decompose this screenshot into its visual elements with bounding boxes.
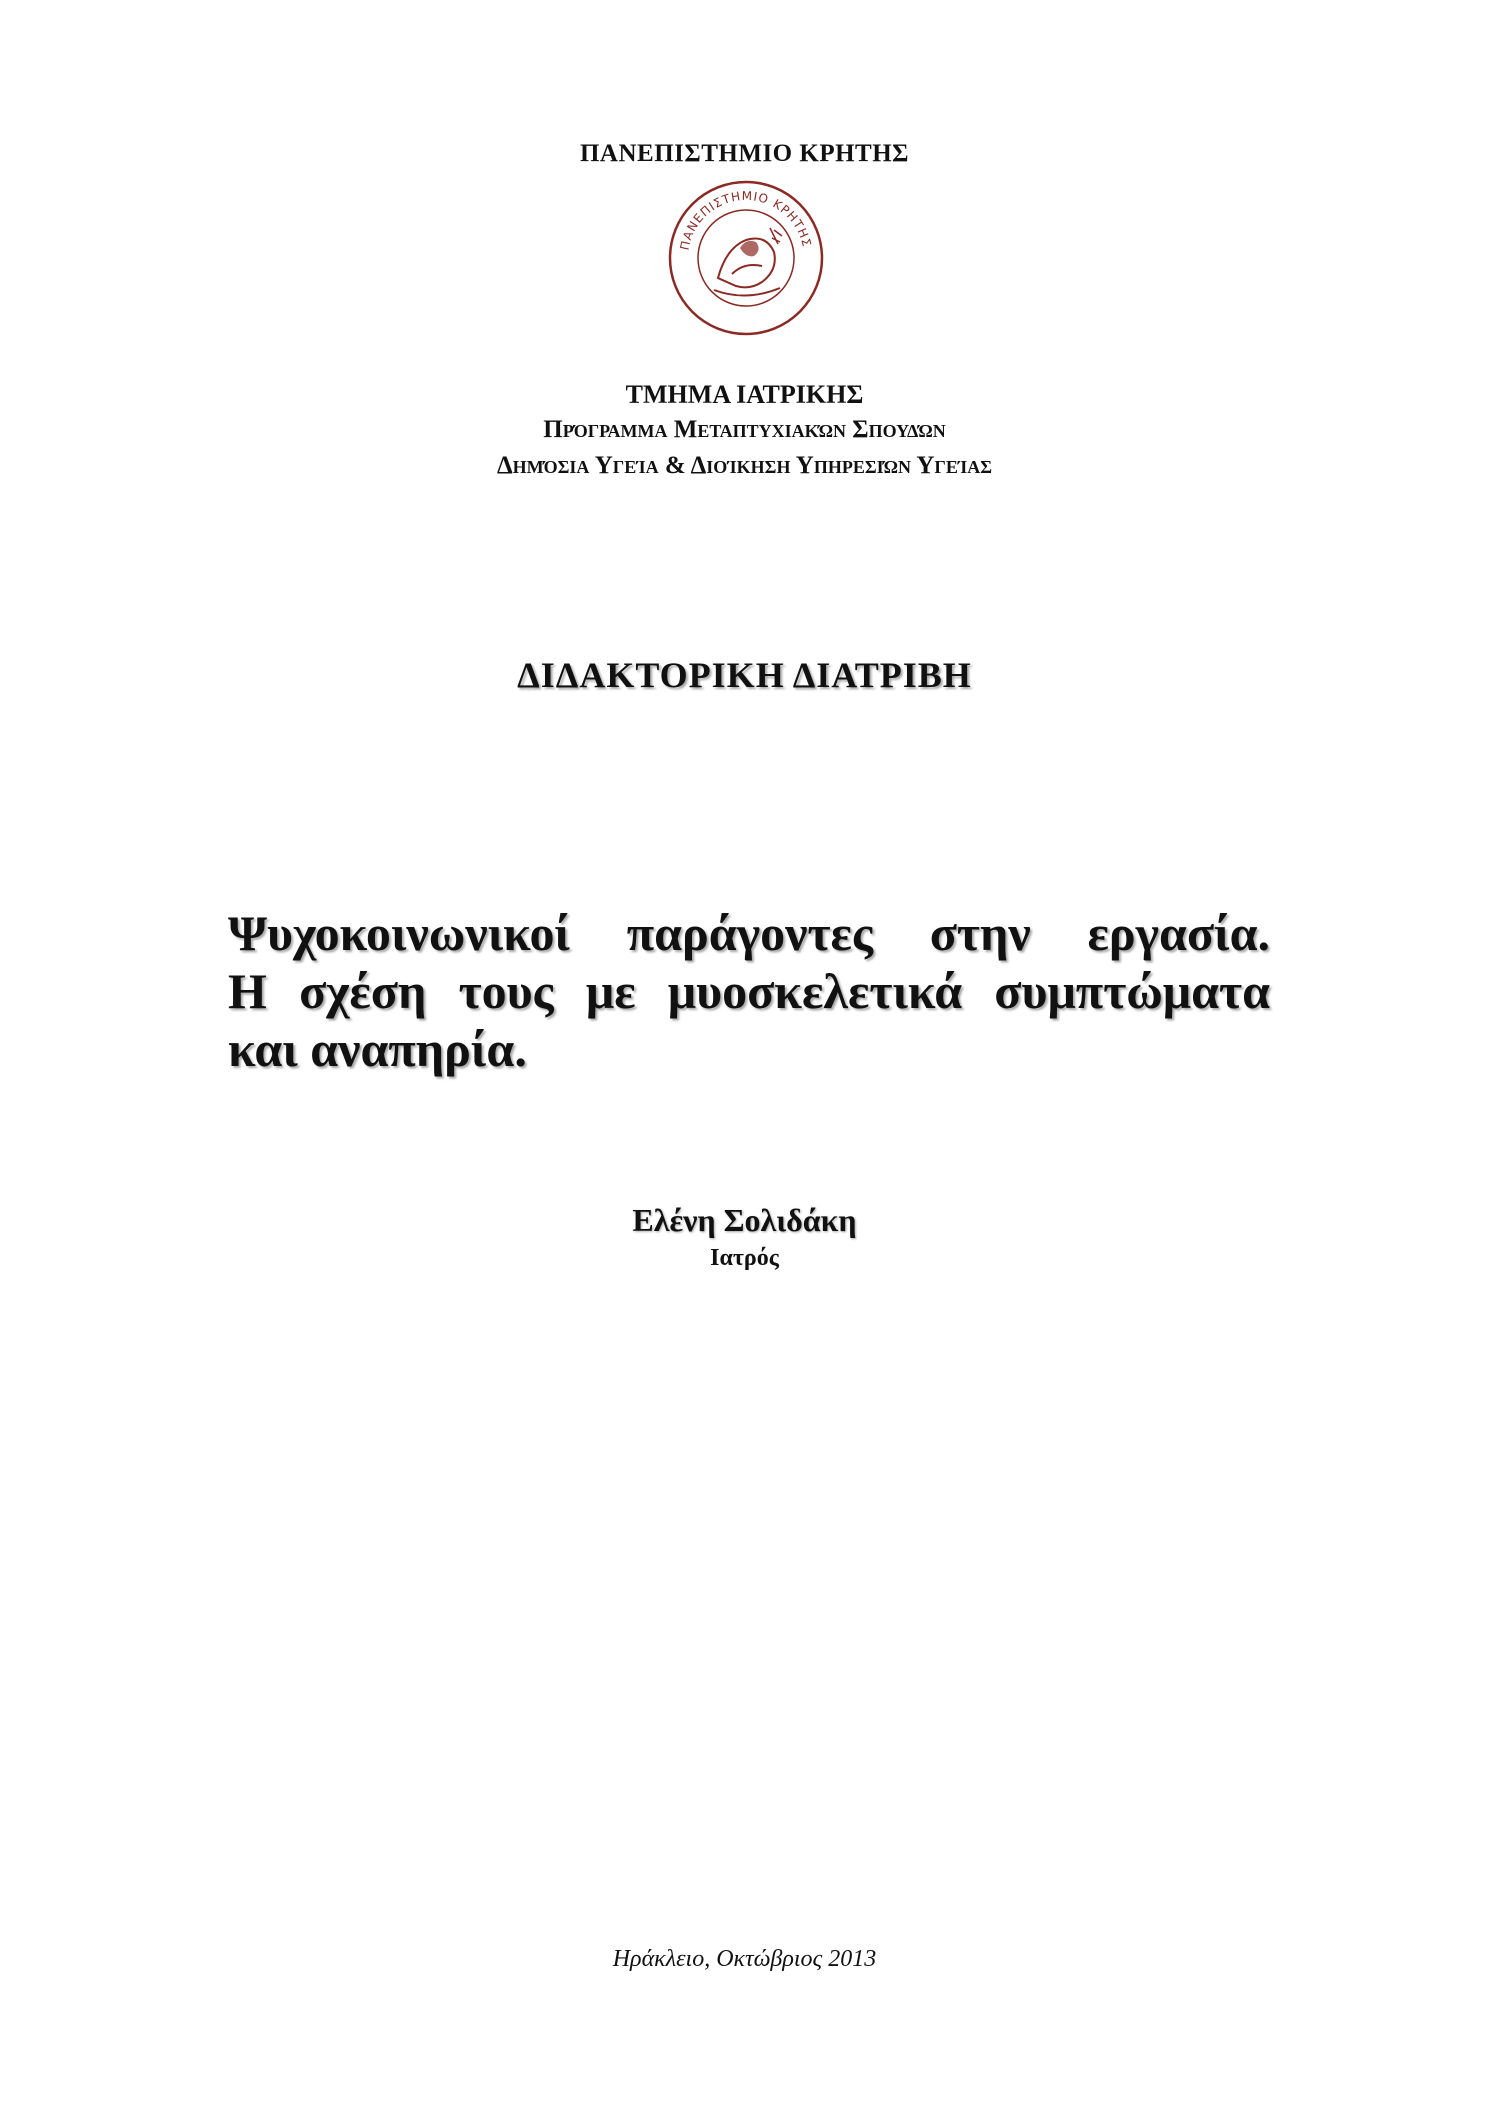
title-line: και αναπηρία. — [228, 1021, 527, 1077]
author-role: Ιατρός — [710, 1245, 779, 1271]
university-seal-logo — [666, 178, 826, 338]
title-line: Ψυχοκοινωνικοί παράγοντες στην εργασία. — [228, 905, 1270, 961]
department-name: ΤΜΗΜΑ ΙΑΤΡΙΚΗΣ — [625, 380, 864, 409]
thesis-title — [228, 904, 1270, 1078]
program-specialization: Δημόσια Υγεία & Διοίκηση Υπηρεσιών Υγείας — [496, 452, 993, 479]
svg-text:ΠΑΝΕΠΙΣΤΗΜΙΟ ΚΡΗΤΗΣ: ΠΑΝΕΠΙΣΤΗΜΙΟ ΚΡΗΤΗΣ — [677, 188, 814, 252]
author-name: Ελένη Σολιδάκη — [632, 1202, 857, 1238]
title-line: Η σχέση τους με μυοσκελετικά συμπτώματα — [228, 963, 1270, 1019]
university-name: ΠΑΝΕΠΙΣΤΗΜΙΟ ΚΡΗΤΗΣ — [579, 140, 910, 167]
program-name: Πρόγραμμα Μεταπτυχιακών Σπουδών — [543, 416, 946, 443]
document-type: ΔΙΔΑΚΤΟΡΙΚΗ ΔΙΑΤΡΙΒΗ — [517, 655, 972, 695]
place-date: Ηράκλειο, Οκτώβριος 2013 — [612, 1946, 877, 1972]
